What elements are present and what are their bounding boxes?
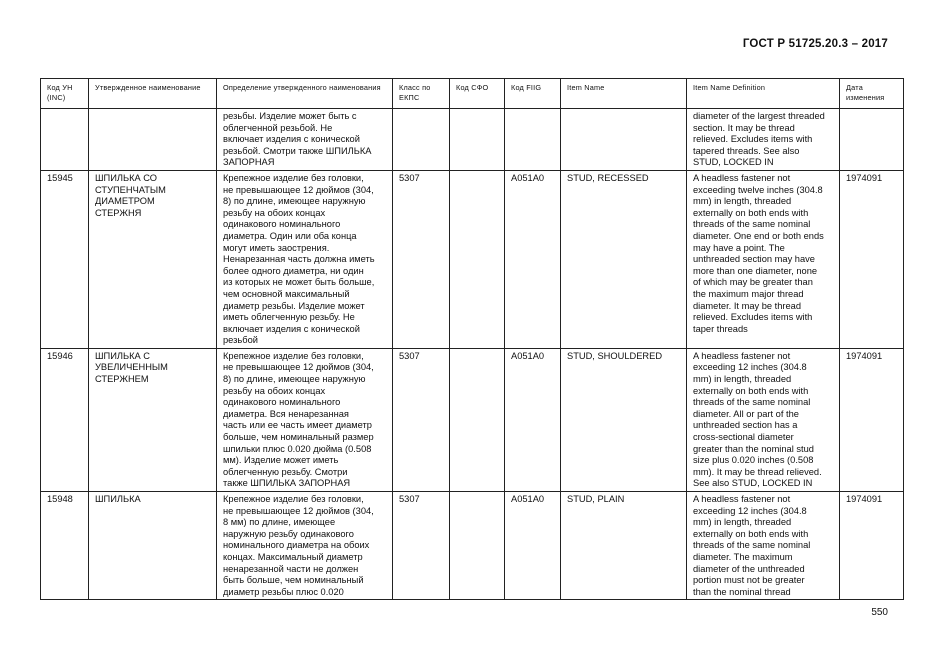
cell-inc <box>41 109 89 171</box>
cell-change-date: 1974091 <box>840 348 904 491</box>
cell-item-name-definition: diameter of the largest threaded section. It may be thread relieved. Excludes items with tapered threads. See also STUD, LOCKED IN <box>687 109 840 171</box>
table-row <box>41 492 904 600</box>
cell-sfo-code <box>450 109 505 171</box>
cell-ekps-class: 5307 <box>393 170 450 348</box>
cell-approved-name: ШПИЛЬКА СО СТУПЕНЧАТЫМ ДИАМЕТРОМ СТЕРЖНЯ <box>89 170 217 348</box>
cell-fiig-code: A051A0 <box>505 492 561 600</box>
col-header-item-name: Item Name <box>561 79 687 109</box>
col-header-inc: Код УН (INC) <box>41 79 89 109</box>
cell-sfo-code <box>450 170 505 348</box>
cell-fiig-code: A051A0 <box>505 170 561 348</box>
cell-approved-name: ШПИЛЬКА <box>89 492 217 600</box>
page-number: 550 <box>871 607 888 618</box>
cell-change-date: 1974091 <box>840 170 904 348</box>
cell-item-name-definition: A headless fastener not exceeding twelve inches (304.8 mm) in length, threaded externally on both ends with threads of the same nominal diameter. One end or both ends may have a point. The unthreaded section may have more than one diameter, none of which may be greater than the maximum major thread diameter. It may be thread relieved. Excludes items with taper threads <box>687 170 840 348</box>
cell-inc: 15945 <box>41 170 89 348</box>
col-header-fiig-code: Код FIIG <box>505 79 561 109</box>
col-header-definition-ru: Определение утвержденного наименования <box>217 79 393 109</box>
col-header-sfo-code: Код СФО <box>450 79 505 109</box>
cell-item-name: STUD, PLAIN <box>561 492 687 600</box>
col-header-ekps-class: Класс по ЕКПС <box>393 79 450 109</box>
cell-change-date: 1974091 <box>840 492 904 600</box>
cell-item-name-definition: A headless fastener not exceeding 12 inches (304.8 mm) in length, threaded externally on both ends with threads of the same nominal diameter. All or part of the unthreaded section has a cross-sectional diameter greater than the nominal stud size plus 0.020 inches (0.508 mm). It may be thread relieved. See also STUD, LOCKED IN <box>687 348 840 491</box>
cell-approved-name: ШПИЛЬКА С УВЕЛИЧЕННЫМ СТЕРЖНЕМ <box>89 348 217 491</box>
col-header-item-name-definition: Item Name Definition <box>687 79 840 109</box>
cell-item-name: STUD, RECESSED <box>561 170 687 348</box>
cell-item-name: STUD, SHOULDERED <box>561 348 687 491</box>
cell-inc: 15948 <box>41 492 89 600</box>
cell-ekps-class: 5307 <box>393 492 450 600</box>
table-row <box>41 109 904 171</box>
item-names-table <box>40 78 904 600</box>
cell-definition-ru: резьбы. Изделие может быть с облегченной резьбой. Не включает изделия с конической резьбой. Смотри также ШПИЛЬКА ЗАПОРНАЯ <box>217 109 393 171</box>
cell-fiig-code: A051A0 <box>505 348 561 491</box>
cell-ekps-class: 5307 <box>393 348 450 491</box>
cell-approved-name <box>89 109 217 171</box>
cell-inc: 15946 <box>41 348 89 491</box>
cell-definition-ru: Крепежное изделие без головки, не превышающее 12 дюймов (304, 8) по длине, имеющее наружную резьбу на обоих концах одинакового номинального диаметра. Один или оба конца могут иметь заострения. Ненарезанная часть должна иметь более одного диаметра, ни один из которых не может быть больше, чем основной максимальный диаметр резьбы. Изделие может иметь облегченную резьбу. Не включает изделия с конической резьбой <box>217 170 393 348</box>
cell-sfo-code <box>450 348 505 491</box>
document-code: ГОСТ Р 51725.20.3 – 2017 <box>742 38 888 50</box>
table-row <box>41 170 904 348</box>
col-header-change-date: Дата изменения <box>840 79 904 109</box>
cell-ekps-class <box>393 109 450 171</box>
cell-item-name-definition: A headless fastener not exceeding 12 inches (304.8 mm) in length, threaded externally on both ends with threads of the same nominal diameter. The maximum diameter of the unthreaded portion must not be greater than the nominal thread <box>687 492 840 600</box>
table-row <box>41 348 904 491</box>
col-header-approved-name: Утвержденное наименование <box>89 79 217 109</box>
cell-fiig-code <box>505 109 561 171</box>
cell-definition-ru: Крепежное изделие без головки, не превышающее 12 дюймов (304, 8 мм) по длине, имеющее наружную резьбу одинакового номинального диаметра на обоих концах. Максимальный диаметр ненарезанной части не должен быть больше, чем номинальный диаметр резьбы плюс 0.020 <box>217 492 393 600</box>
cell-sfo-code <box>450 492 505 600</box>
cell-definition-ru: Крепежное изделие без головки, не превышающее 12 дюймов (304, 8) по длине, имеющее наружную резьбу на обоих концах одинакового номинального диаметра. Вся ненарезанная часть или ее часть имеет диаметр больше, чем номинальный размер шпильки плюс 0.020 дюйма (0.508 мм). Изделие может иметь облегченную резьбу. Смотри также ШПИЛЬКА ЗАПОРНАЯ <box>217 348 393 491</box>
cell-change-date <box>840 109 904 171</box>
cell-item-name <box>561 109 687 171</box>
table-header-row <box>41 79 904 109</box>
